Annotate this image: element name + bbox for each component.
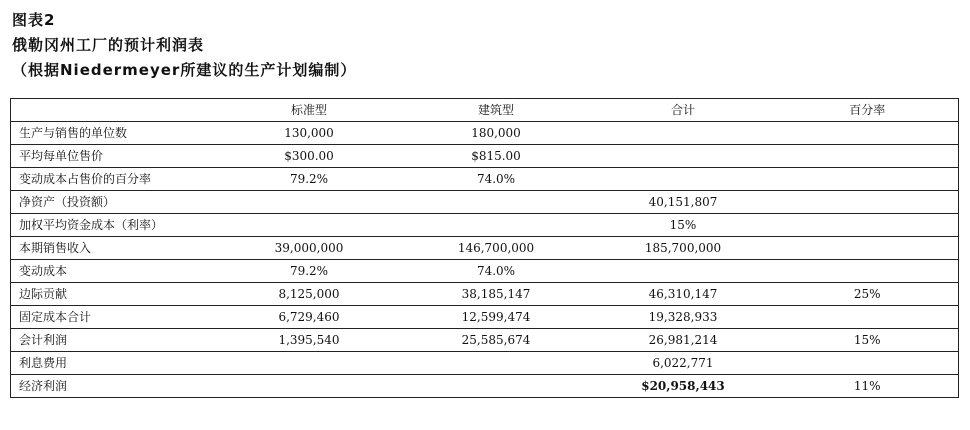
row-label: 加权平均资金成本（利率） xyxy=(11,214,216,237)
architectural-value: 146,700,000 xyxy=(403,237,590,260)
table-row xyxy=(11,306,959,329)
table-row xyxy=(11,260,959,283)
standard-value: 1,395,540 xyxy=(216,329,403,352)
standard-value: 79.2% xyxy=(216,260,403,283)
percent-value: 15% xyxy=(777,329,959,352)
architectural-value: 12,599,474 xyxy=(403,306,590,329)
architectural-value: $815.00 xyxy=(403,145,590,168)
column-header-percent: 百分率 xyxy=(777,99,959,122)
row-label: 边际贡献 xyxy=(11,283,216,306)
total-value xyxy=(590,145,777,168)
standard-value: 130,000 xyxy=(216,122,403,145)
table-header-row xyxy=(11,99,959,122)
total-value xyxy=(590,168,777,191)
architectural-value: 180,000 xyxy=(403,122,590,145)
architectural-value xyxy=(403,191,590,214)
architectural-value xyxy=(403,352,590,375)
total-value: 46,310,147 xyxy=(590,283,777,306)
standard-value: 8,125,000 xyxy=(216,283,403,306)
column-header-total: 合计 xyxy=(590,99,777,122)
architectural-value: 38,185,147 xyxy=(403,283,590,306)
architectural-value: 74.0% xyxy=(403,168,590,191)
architectural-value: 74.0% xyxy=(403,260,590,283)
total-value: 6,022,771 xyxy=(590,352,777,375)
total-value: 40,151,807 xyxy=(590,191,777,214)
document-title: 俄勒冈州工厂的预计利润表 xyxy=(12,36,205,54)
percent-value xyxy=(777,260,959,283)
percent-value xyxy=(777,214,959,237)
standard-value xyxy=(216,352,403,375)
table-row xyxy=(11,329,959,352)
table-row xyxy=(11,375,959,398)
table-row xyxy=(11,237,959,260)
standard-value: 6,729,460 xyxy=(216,306,403,329)
architectural-value: 25,585,674 xyxy=(403,329,590,352)
percent-value xyxy=(777,352,959,375)
table-row xyxy=(11,168,959,191)
total-value: 15% xyxy=(590,214,777,237)
income-statement-table xyxy=(10,98,959,398)
percent-value xyxy=(777,168,959,191)
row-label: 变动成本 xyxy=(11,260,216,283)
architectural-value xyxy=(403,375,590,398)
table-row xyxy=(11,122,959,145)
percent-value xyxy=(777,306,959,329)
column-header-item xyxy=(11,99,216,122)
table-row xyxy=(11,283,959,306)
row-label: 利息费用 xyxy=(11,352,216,375)
figure-label: 图表2 xyxy=(12,11,56,29)
standard-value xyxy=(216,214,403,237)
row-label: 变动成本占售价的百分率 xyxy=(11,168,216,191)
row-label: 经济利润 xyxy=(11,375,216,398)
percent-value: 25% xyxy=(777,283,959,306)
standard-value xyxy=(216,191,403,214)
column-header-architectural: 建筑型 xyxy=(403,99,590,122)
table-row xyxy=(11,191,959,214)
table-row xyxy=(11,214,959,237)
total-value xyxy=(590,260,777,283)
percent-value xyxy=(777,122,959,145)
income-statement-table-container xyxy=(10,98,958,398)
total-value: $20,958,443 xyxy=(590,375,777,398)
standard-value xyxy=(216,375,403,398)
row-label: 固定成本合计 xyxy=(11,306,216,329)
row-label: 平均每单位售价 xyxy=(11,145,216,168)
standard-value: 79.2% xyxy=(216,168,403,191)
table-body xyxy=(11,122,959,398)
standard-value: 39,000,000 xyxy=(216,237,403,260)
column-header-standard: 标准型 xyxy=(216,99,403,122)
total-value xyxy=(590,122,777,145)
row-label: 本期销售收入 xyxy=(11,237,216,260)
percent-value xyxy=(777,237,959,260)
total-value: 26,981,214 xyxy=(590,329,777,352)
percent-value xyxy=(777,145,959,168)
percent-value xyxy=(777,191,959,214)
architectural-value xyxy=(403,214,590,237)
document-header xyxy=(12,8,356,83)
document-subtitle: （根据Niedermeyer所建议的生产计划编制） xyxy=(12,61,357,79)
table-row xyxy=(11,145,959,168)
table-row xyxy=(11,352,959,375)
standard-value: $300.00 xyxy=(216,145,403,168)
row-label: 净资产（投资额） xyxy=(11,191,216,214)
total-value: 19,328,933 xyxy=(590,306,777,329)
row-label: 生产与销售的单位数 xyxy=(11,122,216,145)
percent-value: 11% xyxy=(777,375,959,398)
total-value: 185,700,000 xyxy=(590,237,777,260)
row-label: 会计利润 xyxy=(11,329,216,352)
